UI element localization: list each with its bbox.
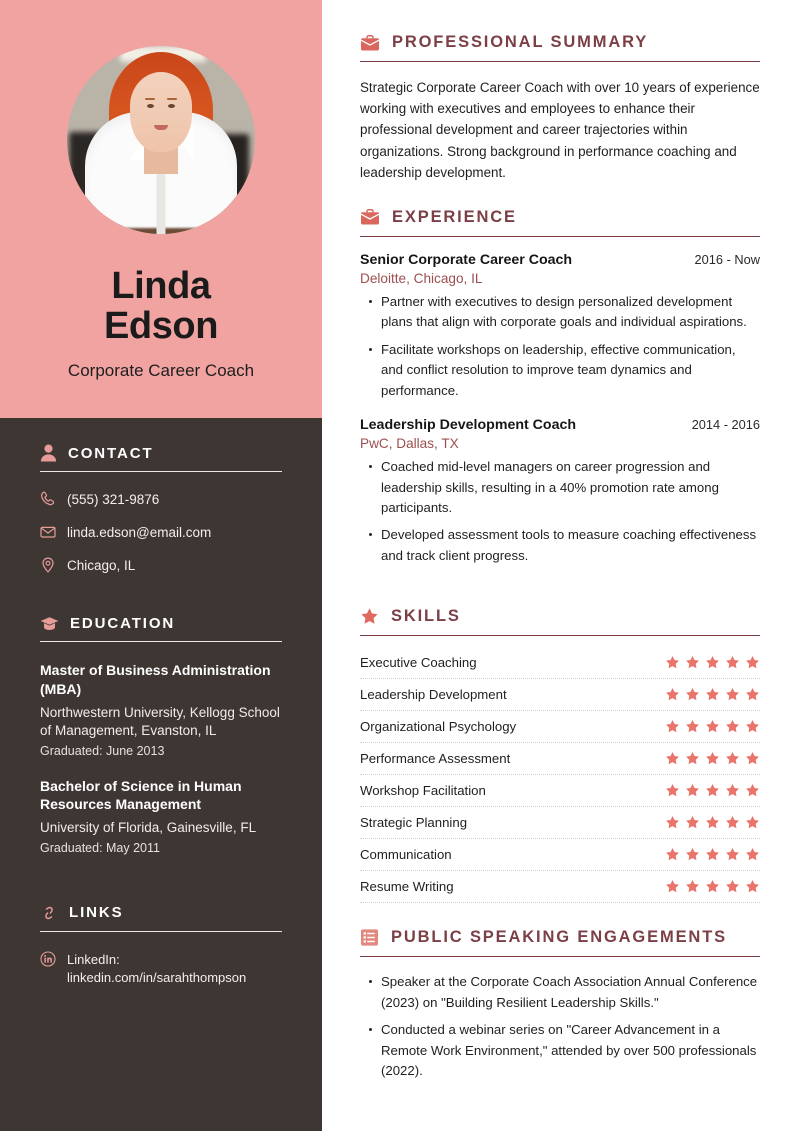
education-divider <box>40 641 282 642</box>
skill-name: Leadership Development <box>360 687 507 703</box>
links-divider <box>40 931 282 932</box>
star-icon <box>725 815 740 830</box>
graduation-cap-icon <box>40 616 59 632</box>
experience-job-title: Leadership Development Coach <box>360 417 577 434</box>
skill-row <box>360 651 760 679</box>
skill-name: Organizational Psychology <box>360 719 517 735</box>
contact-item-phone[interactable] <box>40 491 282 509</box>
star-icon <box>725 719 740 734</box>
skills-divider <box>360 635 760 636</box>
summary-heading-label: PROFESSIONAL SUMMARY <box>392 33 649 51</box>
skill-row <box>360 871 760 903</box>
header-photo-panel <box>0 0 322 418</box>
star-icon <box>745 687 760 702</box>
skills-heading-label: SKILLS <box>391 607 461 626</box>
skill-rating <box>665 847 760 862</box>
sidebar <box>0 0 322 1131</box>
summary-section <box>360 33 760 183</box>
skill-name: Communication <box>360 847 452 863</box>
spacer <box>360 903 760 928</box>
public-speaking-section <box>360 928 760 1081</box>
star-icon <box>745 847 760 862</box>
eye-left <box>147 104 154 108</box>
star-icon <box>705 847 720 862</box>
education-heading <box>40 615 282 632</box>
star-icon <box>725 847 740 862</box>
star-icon <box>745 815 760 830</box>
contact-item-location[interactable] <box>40 557 282 575</box>
skill-rating <box>665 719 760 734</box>
spacer <box>360 183 760 208</box>
last-name: Edson <box>103 305 219 348</box>
education-degree: Master of Business Administration (MBA) <box>40 662 271 698</box>
job-role-subtitle: Corporate Career Coach <box>67 360 255 380</box>
star-icon <box>745 879 760 894</box>
education-item <box>40 661 282 757</box>
star-icon <box>725 751 740 766</box>
star-icon <box>725 879 740 894</box>
first-name: Linda <box>111 265 211 307</box>
star-icon <box>665 879 680 894</box>
skill-row <box>360 775 760 807</box>
public-speaking-divider <box>360 956 760 957</box>
star-icon <box>685 815 700 830</box>
education-school: Northwestern University, Kellogg School of Management, Evanston, IL <box>40 704 280 738</box>
experience-heading-label: EXPERIENCE <box>392 207 517 226</box>
star-icon <box>665 719 680 734</box>
list-item: Conducted a webinar series on "Career Advancement in a Remote Work Environment," attended by over 500 professionals (2022). <box>381 1020 760 1081</box>
skill-name: Resume Writing <box>360 879 454 895</box>
education-school: University of Florida, Gainesville, FL <box>40 819 257 835</box>
spacer <box>360 582 760 607</box>
star-icon <box>685 655 700 670</box>
summary-divider <box>360 61 760 62</box>
star-icon <box>705 751 720 766</box>
experience-bullet-list <box>360 292 760 401</box>
linkedin-icon <box>40 951 56 967</box>
star-icon <box>745 719 760 734</box>
experience-job-title: Senior Corporate Career Coach <box>360 251 573 268</box>
star-icon <box>685 783 700 798</box>
envelope-icon <box>40 524 56 540</box>
sidebar-body <box>0 418 322 1131</box>
star-icon <box>725 783 740 798</box>
contact-heading <box>40 444 282 462</box>
experience-divider <box>360 236 760 237</box>
location-pin-icon <box>40 557 56 573</box>
star-icon <box>665 783 680 798</box>
star-icon <box>685 847 700 862</box>
page-title <box>104 266 218 347</box>
skill-rating <box>665 815 760 830</box>
links-heading <box>40 904 282 922</box>
star-icon <box>665 655 680 670</box>
contact-divider <box>40 471 282 472</box>
star-icon <box>665 687 680 702</box>
skill-name: Workshop Facilitation <box>360 783 486 799</box>
main-content <box>322 0 800 1131</box>
public-speaking-bullet-list <box>360 972 760 1081</box>
summary-heading <box>360 33 760 52</box>
star-icon <box>685 687 700 702</box>
face <box>130 72 192 152</box>
public-speaking-heading <box>360 928 760 947</box>
email-value: linda.edson@email.com <box>67 524 212 540</box>
contact-heading-label: CONTACT <box>68 444 154 462</box>
experience-section <box>360 208 760 567</box>
education-graduated: Graduated: May 2011 <box>40 840 160 855</box>
list-item: Developed assessment tools to measure coaching effectiveness and track client progress. <box>381 525 760 566</box>
skill-name: Executive Coaching <box>360 655 477 671</box>
link-chain-icon <box>40 904 58 922</box>
eye-right <box>168 104 175 108</box>
links-heading-label: LINKS <box>69 904 124 922</box>
experience-heading <box>360 208 760 227</box>
star-icon <box>685 879 700 894</box>
skill-row <box>360 679 760 711</box>
star-icon <box>705 655 720 670</box>
skill-name: Performance Assessment <box>360 751 511 767</box>
list-item: Coached mid-level managers on career progression and leadership skills, resulting in a 40% promotion rate among participants. <box>381 457 760 518</box>
linkedin-url: linkedin.com/in/sarahthompson <box>67 970 247 986</box>
star-icon <box>705 719 720 734</box>
skill-row <box>360 807 760 839</box>
star-icon <box>725 687 740 702</box>
star-icon <box>665 847 680 862</box>
skill-rating <box>665 751 760 766</box>
spacer <box>40 589 282 615</box>
experience-job-date: 2016 - Now <box>694 251 760 267</box>
experience-item-header <box>360 252 760 268</box>
experience-job-org: Deloitte, Chicago, IL <box>360 270 483 286</box>
skill-rating <box>665 655 760 670</box>
experience-item <box>360 417 760 566</box>
skill-rating <box>665 783 760 798</box>
experience-item <box>360 252 760 401</box>
star-icon <box>685 719 700 734</box>
eyebrow-right <box>167 98 177 100</box>
linkedin-value <box>67 951 246 988</box>
location-value: Chicago, IL <box>67 557 136 573</box>
skill-row <box>360 839 760 871</box>
briefcase-icon <box>360 208 380 226</box>
skill-row <box>360 743 760 775</box>
experience-item-header <box>360 417 760 433</box>
star-icon <box>685 751 700 766</box>
linkedin-label: LinkedIn: <box>67 951 120 967</box>
skill-rating <box>665 687 760 702</box>
star-icon <box>745 655 760 670</box>
star-icon <box>665 751 680 766</box>
skill-rating <box>665 879 760 894</box>
eyebrow-left <box>145 98 155 100</box>
skills-list <box>360 651 760 903</box>
list-item: Facilitate workshops on leadership, effective communication, and conflict resolution to improve team dynamics and performance. <box>381 340 760 401</box>
education-degree: Bachelor of Science in Human Resources Management <box>40 777 242 813</box>
star-icon <box>705 815 720 830</box>
experience-bullet-list <box>360 457 760 566</box>
skills-section <box>360 607 760 903</box>
skills-heading <box>360 607 760 626</box>
spacer <box>40 874 282 904</box>
phone-icon <box>40 491 56 507</box>
education-heading-label: EDUCATION <box>70 615 176 633</box>
education-item <box>40 777 282 855</box>
person-icon <box>40 444 57 462</box>
experience-job-org: PwC, Dallas, TX <box>360 436 459 452</box>
star-icon <box>745 751 760 766</box>
contact-item-email[interactable] <box>40 524 282 542</box>
list-item: Speaker at the Corporate Coach Association Annual Conference (2023) on "Building Resilient Leadership Skills." <box>381 972 760 1013</box>
star-icon <box>705 687 720 702</box>
skill-name: Strategic Planning <box>360 815 468 831</box>
star-icon <box>705 879 720 894</box>
star-icon <box>745 783 760 798</box>
star-icon <box>725 655 740 670</box>
star-icon <box>665 815 680 830</box>
list-rows-icon <box>360 928 379 947</box>
phone-value: (555) 321-9876 <box>67 492 160 507</box>
link-item-linkedin[interactable] <box>40 951 282 988</box>
star-icon <box>705 783 720 798</box>
avatar <box>67 46 255 234</box>
public-speaking-heading-label: PUBLIC SPEAKING ENGAGEMENTS <box>391 928 727 947</box>
skill-row <box>360 711 760 743</box>
summary-text: Strategic Corporate Career Coach with over 10 years of experience working with executives and employees to enhance their professional development and career trajectories within organizations. Strong background in performance coaching and leadership development. <box>360 80 760 180</box>
contact-section <box>40 444 282 574</box>
links-section <box>40 904 282 988</box>
list-item: Partner with executives to design personalized development plans that align with corporate goals and individual aspirations. <box>381 292 760 333</box>
briefcase-icon <box>360 34 380 52</box>
star-icon <box>360 607 379 626</box>
experience-job-date: 2014 - 2016 <box>691 417 760 433</box>
education-graduated: Graduated: June 2013 <box>40 743 165 758</box>
education-section <box>40 615 282 854</box>
